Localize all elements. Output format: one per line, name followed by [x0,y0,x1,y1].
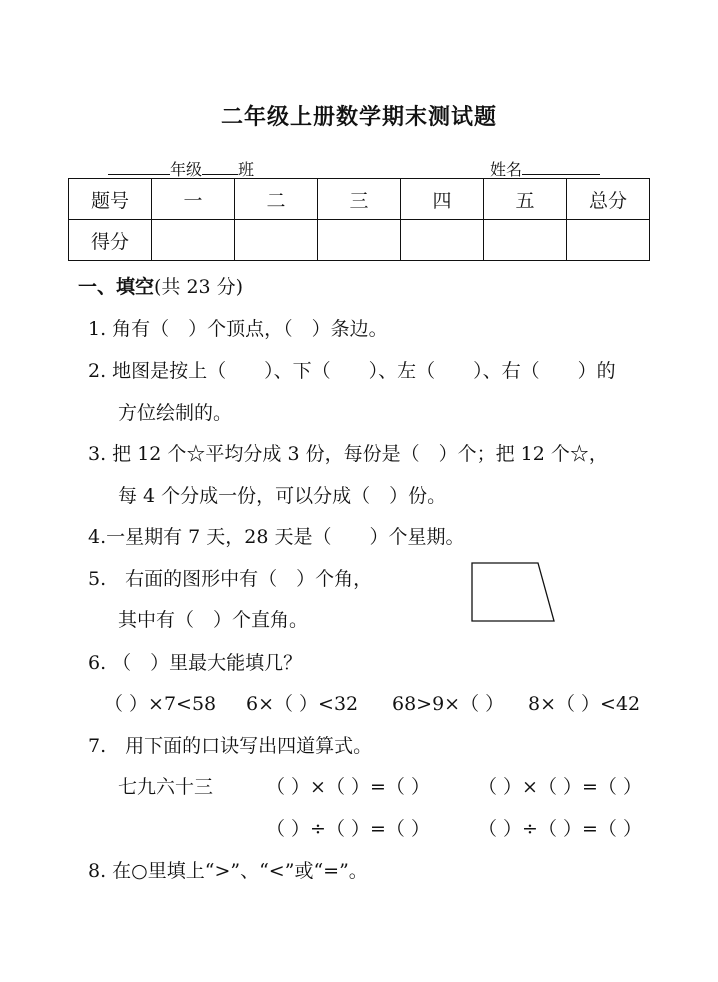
grade-class-line [108,157,254,180]
question-2-line-1: 2. 地图是按上（ ）、下（ ）、左（ ）、右（ ）的 [88,360,616,382]
score-cell-1[interactable] [152,220,235,261]
score-row-label: 得分 [69,220,152,261]
question-6-item-3: 68>9×（ ） [392,693,505,715]
score-cell-5[interactable] [484,220,567,261]
question-7-formula-4: （ ）÷（ ）=（ ） [478,818,642,840]
section-1-heading [78,272,243,299]
question-2-line-2: 方位绘制的。 [118,402,233,424]
name-line [490,157,600,180]
question-6-item-1: （ ）×7<58 [104,693,217,715]
score-table-header-row [69,179,650,220]
question-4: 4.一星期有 7 天，28 天是（ ）个星期。 [88,526,465,548]
section-1-title: 一、填空 [78,276,155,298]
question-7-formula-3: （ ）÷（ ）=（ ） [266,818,430,840]
header-cell-2: 二 [235,179,318,220]
header-cell-5: 五 [484,179,567,220]
question-7-formula-1: （ ）×（ ）=（ ） [266,776,430,798]
name-blank[interactable] [522,160,600,175]
class-label: 班 [238,160,255,179]
question-3-line-1: 3. 把 12 个☆平均分成 3 份，每份是（ ）个；把 12 个☆， [88,443,608,465]
score-cell-4[interactable] [401,220,484,261]
class-blank[interactable] [202,160,238,175]
question-3-line-2: 每 4 个分成一份，可以分成（ ）份。 [118,485,447,507]
question-8: 8. 在○里填上“>”、“<”或“=”。 [88,860,368,882]
question-1: 1. 角有（ ）个顶点，（ ）条边。 [88,318,388,340]
header-cell-total: 总分 [567,179,650,220]
score-table-score-row [69,220,650,261]
trapezoid-figure [470,561,558,625]
grade-label: 年级 [170,160,203,179]
page-title: 二年级上册数学期末测试题 [220,104,497,130]
section-1-points: (共 23 分) [154,276,244,298]
trapezoid-shape [472,563,554,621]
question-5-line-2: 其中有（ ）个直角。 [118,609,309,631]
question-6-item-2: 6×（ ）<32 [246,693,359,715]
question-5-line-1: 5. 右面的图形中有（ ）个角， [88,568,373,590]
header-cell-4: 四 [401,179,484,220]
header-cell-1: 一 [152,179,235,220]
score-table [68,178,650,261]
question-6-item-4: 8×（ ）<42 [528,693,641,715]
name-label: 姓名 [490,160,523,179]
score-cell-total[interactable] [567,220,650,261]
header-cell-question-no: 题号 [69,179,152,220]
score-cell-3[interactable] [318,220,401,261]
question-7: 7. 用下面的口诀写出四道算式。 [88,735,373,757]
header-cell-3: 三 [318,179,401,220]
question-6: 6. （ ）里最大能填几？ [88,652,303,674]
grade-blank[interactable] [108,160,170,175]
score-cell-2[interactable] [235,220,318,261]
question-7-formula-2: （ ）×（ ）=（ ） [478,776,642,798]
question-7-rhyme: 七九六十三 [118,776,214,798]
